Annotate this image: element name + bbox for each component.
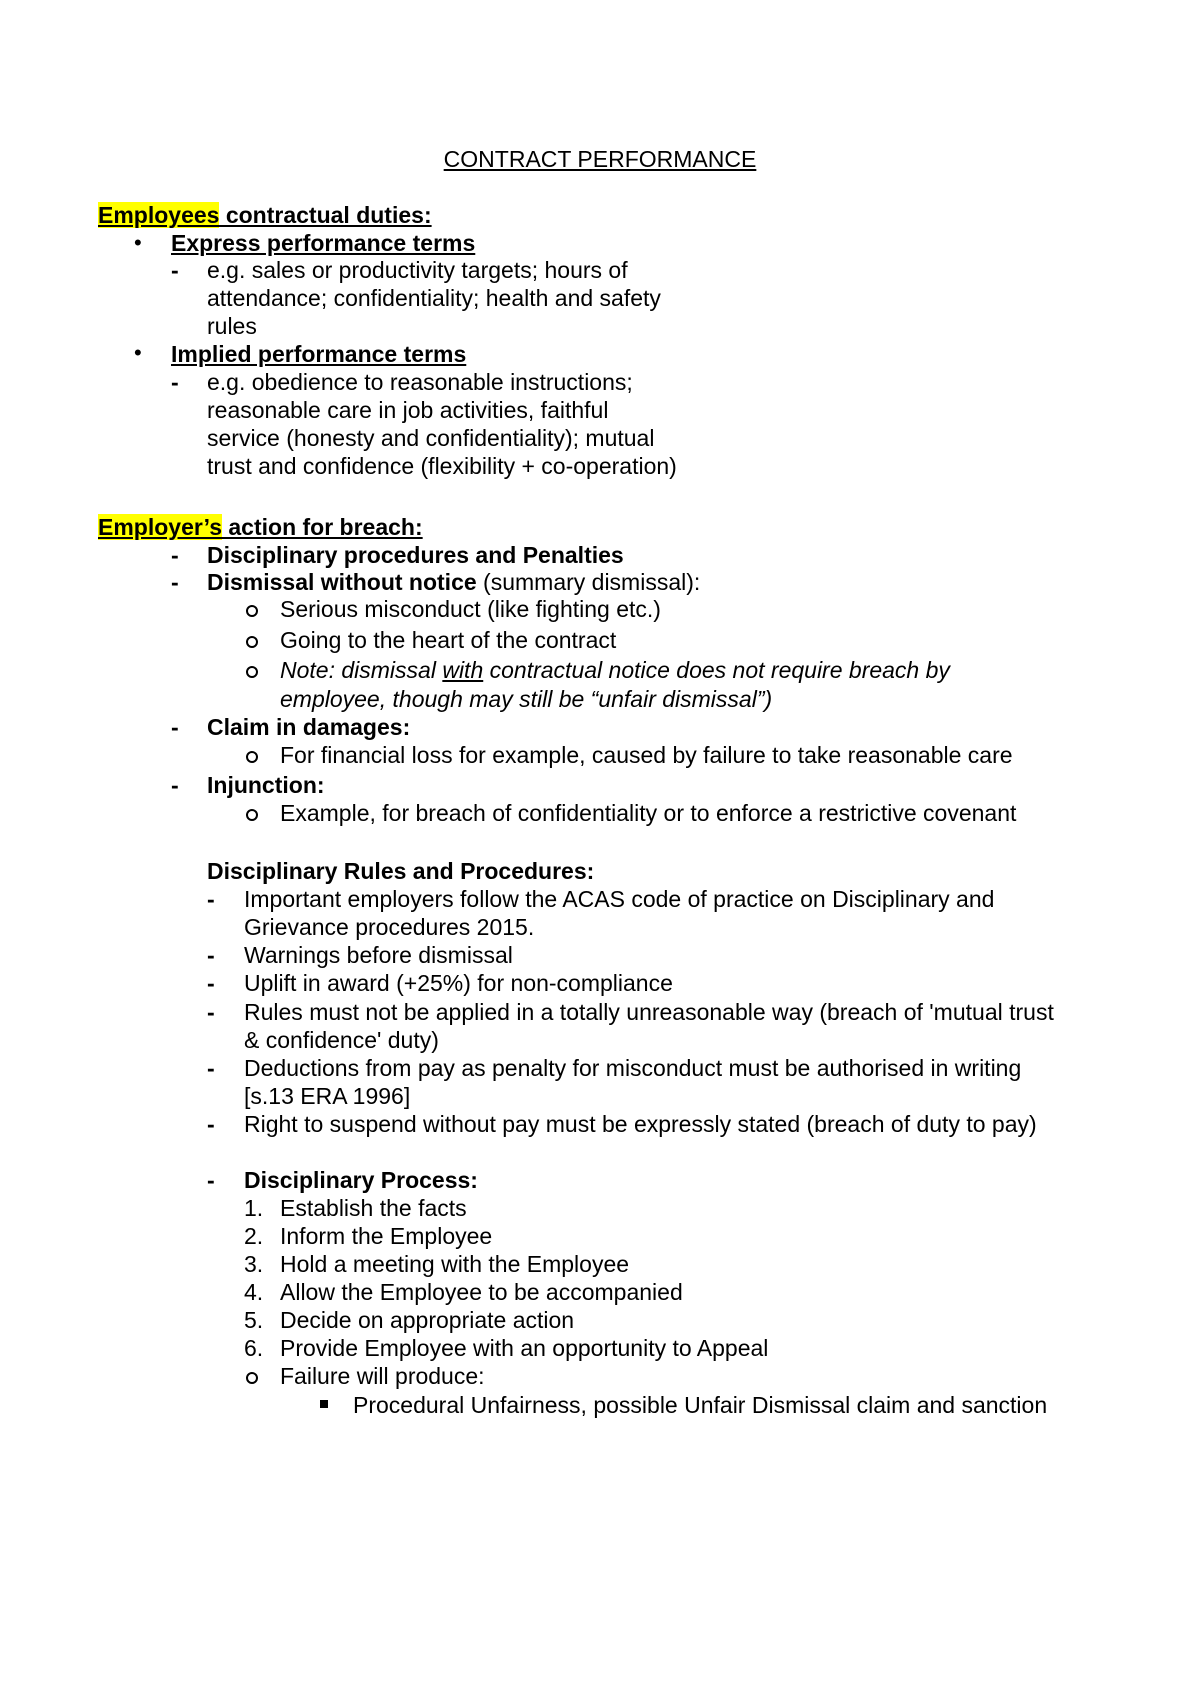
process-step: Decide on appropriate action (280, 1307, 575, 1333)
implied-text-line: e.g. obedience to reasonable instructions; (207, 369, 633, 395)
dismissal-rest: (summary dismissal): (476, 569, 701, 595)
dash-icon: - (171, 714, 179, 740)
dash-icon: - (207, 942, 215, 968)
implied-text-line: trust and confidence (flexibility + co-operation) (207, 453, 677, 479)
express-text-line: e.g. sales or productivity targets; hours of (207, 257, 628, 283)
dismissal-item: Going to the heart of the contract (280, 627, 617, 653)
dash-icon: - (171, 542, 179, 568)
rules-item: Warnings before dismissal (244, 942, 513, 968)
express-text-line: rules (207, 313, 257, 339)
employees-heading-rest: contractual duties: (219, 202, 432, 228)
dismissal-item: Serious misconduct (like fighting etc.) (280, 596, 661, 622)
note-post: contractual notice does not require breach by (483, 657, 950, 683)
step-number: 2. (244, 1223, 264, 1249)
circle-bullet-icon (246, 751, 258, 763)
dash-icon: - (171, 569, 179, 595)
circle-bullet-icon (246, 605, 258, 617)
bullet-icon: • (134, 340, 142, 365)
rules-item: Important employers follow the ACAS code of practice on Disciplinary and (244, 886, 995, 912)
express-text-line: attendance; confidentiality; health and safety (207, 285, 661, 311)
dash-icon: - (171, 257, 179, 283)
process-step: Inform the Employee (280, 1223, 493, 1249)
dash-icon: - (171, 369, 179, 395)
damages-label: Claim in damages: (207, 714, 411, 740)
note-pre: Note: dismissal (280, 657, 443, 683)
circle-bullet-icon (246, 809, 258, 821)
rules-item: Uplift in award (+25%) for non-compliance (244, 970, 673, 996)
rules-item: Right to suspend without pay must be expressly stated (breach of duty to pay) (244, 1111, 1037, 1137)
failure-line: Failure will produce: (280, 1363, 485, 1389)
dash-icon: - (207, 1111, 215, 1137)
dismissal-bold: Dismissal without notice (207, 569, 477, 595)
rules-item: & confidence' duty) (244, 1027, 439, 1053)
note-with: with (442, 657, 484, 683)
dash-icon: - (207, 1167, 215, 1193)
injunction-label: Injunction: (207, 772, 325, 798)
bullet-icon: • (134, 230, 142, 255)
express-terms-label: Express performance terms (171, 230, 476, 256)
dash-icon: - (207, 886, 215, 912)
step-number: 6. (244, 1335, 264, 1361)
process-step: Hold a meeting with the Employee (280, 1251, 630, 1277)
process-step: Provide Employee with an opportunity to Appeal (280, 1335, 769, 1361)
circle-bullet-icon (246, 1372, 258, 1384)
failure-item: Procedural Unfairness, possible Unfair Dismissal claim and sanction (353, 1392, 1048, 1418)
dash-icon: - (171, 772, 179, 798)
rules-item: Rules must not be applied in a totally unreasonable way (breach of 'mutual trust (244, 999, 1054, 1025)
rules-heading: Disciplinary Rules and Procedures: (207, 858, 595, 884)
dash-icon: - (207, 1055, 215, 1081)
employer-heading-rest: action for breach: (222, 514, 423, 540)
process-step: Allow the Employee to be accompanied (280, 1279, 683, 1305)
implied-terms-label: Implied performance terms (171, 341, 467, 367)
employees-heading (98, 201, 432, 229)
injunction-item: Example, for breach of confidentiality or to enforce a restrictive covenant (280, 800, 1017, 826)
step-number: 4. (244, 1279, 264, 1305)
dash-icon: - (207, 999, 215, 1025)
note-line-2: employee, though may still be “unfair dismissal”) (280, 686, 773, 712)
process-step: Establish the facts (280, 1195, 467, 1221)
employer-heading (98, 513, 423, 541)
dismissal-line (207, 568, 700, 596)
disciplinary-penalties: Disciplinary procedures and Penalties (207, 542, 624, 568)
square-bullet-icon (320, 1400, 328, 1408)
employees-highlight: Employees (98, 202, 220, 228)
step-number: 1. (244, 1195, 264, 1221)
note-line (280, 656, 950, 684)
dash-icon: - (207, 970, 215, 996)
circle-bullet-icon (246, 636, 258, 648)
implied-text-line: service (honesty and confidentiality); mutual (207, 425, 655, 451)
step-number: 3. (244, 1251, 264, 1277)
rules-item: Grievance procedures 2015. (244, 914, 535, 940)
rules-item: [s.13 ERA 1996] (244, 1083, 411, 1109)
circle-bullet-icon (246, 666, 258, 678)
implied-text-line: reasonable care in job activities, faithful (207, 397, 609, 423)
page-title: CONTRACT PERFORMANCE (443, 146, 757, 172)
employer-highlight: Employer’s (98, 514, 222, 540)
step-number: 5. (244, 1307, 264, 1333)
rules-item: Deductions from pay as penalty for misconduct must be authorised in writing (244, 1055, 1022, 1081)
process-heading: Disciplinary Process: (244, 1167, 478, 1193)
damages-item: For financial loss for example, caused by failure to take reasonable care (280, 742, 1013, 768)
